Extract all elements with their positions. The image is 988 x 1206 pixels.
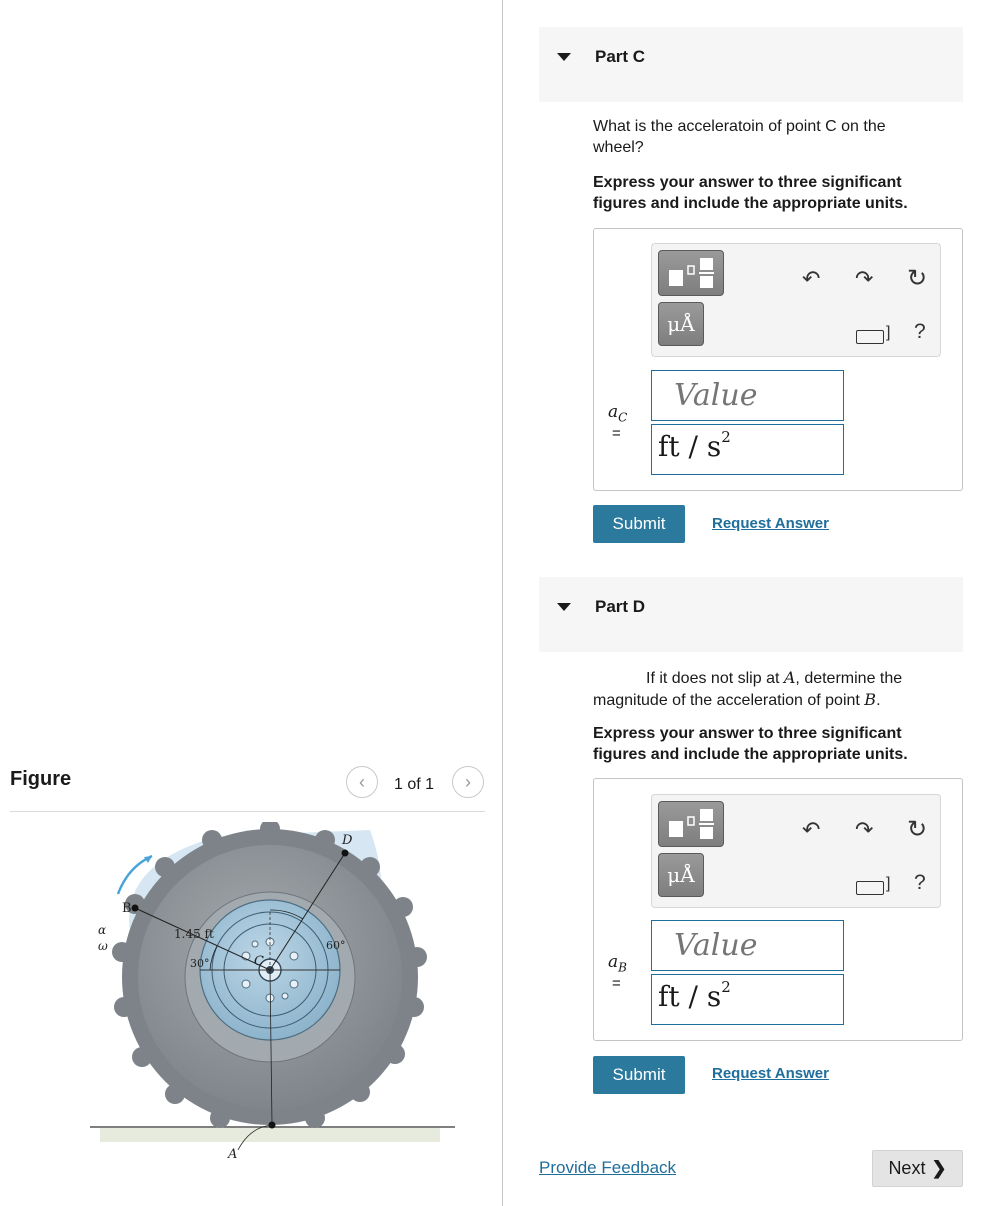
part-c-reset-icon[interactable]: ↻ xyxy=(907,265,928,292)
point-B xyxy=(132,905,139,912)
label-omega: ω xyxy=(98,939,108,953)
part-c-header[interactable] xyxy=(539,27,963,102)
part-c-request-answer-link[interactable]: Request Answer xyxy=(712,515,829,532)
part-c-value-input[interactable] xyxy=(651,370,844,421)
part-c-unit-exponent: 2 xyxy=(721,428,731,446)
part-c-units-button[interactable]: μÅ xyxy=(658,302,704,346)
figure-next-button[interactable] xyxy=(452,766,484,798)
part-c-math-toolbar xyxy=(651,243,941,357)
part-d-unit-text: ft / s xyxy=(658,980,722,1013)
caret-down-icon xyxy=(557,53,571,61)
label-C: C xyxy=(254,954,264,969)
label-A: A xyxy=(228,1147,238,1162)
part-d-math-toolbar xyxy=(651,794,941,908)
part-d-submit-button[interactable]: Submit xyxy=(593,1056,685,1094)
part-d-q-text-2: , determine the magnitude of the acceleration of point xyxy=(593,670,903,709)
part-d-value-input[interactable] xyxy=(651,920,844,971)
figure-header xyxy=(10,766,485,812)
part-d-header[interactable] xyxy=(539,577,963,652)
part-d-units-button[interactable]: μÅ xyxy=(658,853,704,897)
part-d-undo-icon[interactable]: ↶ xyxy=(802,817,821,842)
part-d-variable-label xyxy=(608,952,627,974)
label-angle-30: 30° xyxy=(190,957,210,970)
part-d-q-var-a: A xyxy=(783,668,796,687)
part-c-submit-button[interactable]: Submit xyxy=(593,505,685,543)
part-d-help-button[interactable]: ? xyxy=(914,871,926,894)
label-angle-60: 60° xyxy=(326,939,346,952)
part-d-title: Part D xyxy=(595,597,646,616)
part-d-q-text-1: If it does not slip at xyxy=(646,670,784,687)
part-c-unit-text: ft / s xyxy=(658,430,722,463)
part-c-question: What is the acceleratoin of point C on the wheel? xyxy=(593,118,886,156)
label-radius: 1.45 ft xyxy=(174,927,214,941)
part-c-template-button[interactable] xyxy=(658,250,724,296)
part-d-reset-icon[interactable]: ↻ xyxy=(907,816,928,843)
part-d-template-button[interactable] xyxy=(658,801,724,847)
part-c-answer-box xyxy=(593,228,963,491)
part-c-bracket-label: ] xyxy=(886,324,891,341)
part-c-redo-icon[interactable]: ↷ xyxy=(855,266,874,291)
chevron-right-icon: › xyxy=(465,771,471,792)
part-c-help-button[interactable]: ? xyxy=(914,320,926,343)
part-d-keyboard-icon[interactable] xyxy=(856,881,884,895)
part-d-bracket-label: ] xyxy=(886,875,891,892)
part-c-equals: = xyxy=(612,425,621,442)
provide-feedback-link[interactable]: Provide Feedback xyxy=(539,1158,677,1177)
point-D xyxy=(342,850,349,857)
part-d-equals: = xyxy=(612,975,621,992)
part-d-question xyxy=(593,667,938,711)
part-d-q-var-b: B xyxy=(864,690,877,709)
part-d-instruction: Express your answer to three significant figures and include the appropriate units. xyxy=(593,725,908,763)
label-D: D xyxy=(342,833,353,848)
caret-down-icon xyxy=(557,603,571,611)
next-button[interactable] xyxy=(872,1150,963,1187)
figure-page-counter: 1 of 1 xyxy=(394,776,435,793)
figure-image xyxy=(60,822,480,1206)
part-d-unit-field[interactable] xyxy=(651,974,844,1025)
part-d-redo-icon[interactable]: ↷ xyxy=(855,817,874,842)
figure-title: Figure xyxy=(10,768,72,790)
figure-prev-button[interactable] xyxy=(346,766,378,798)
chevron-right-icon: ❯ xyxy=(931,1158,947,1178)
part-c-var-symbol: a xyxy=(608,402,619,422)
part-d-q-text-3: . xyxy=(876,692,881,709)
chevron-left-icon: ‹ xyxy=(359,771,365,792)
part-c-var-sub: C xyxy=(618,410,628,425)
label-alpha: α xyxy=(98,923,107,937)
part-c-instruction: Express your answer to three significant figures and include the appropriate units. xyxy=(593,174,908,212)
part-d-request-answer-link[interactable]: Request Answer xyxy=(712,1065,829,1082)
label-B: B xyxy=(122,901,132,916)
next-label: Next xyxy=(888,1158,926,1178)
part-d-unit-exponent: 2 xyxy=(721,978,731,996)
part-d-var-symbol: a xyxy=(608,952,619,972)
part-d-var-sub: B xyxy=(618,960,627,975)
part-d-answer-box xyxy=(593,778,963,1041)
fraction-template-icon xyxy=(666,807,716,841)
part-c-title: Part C xyxy=(595,47,646,66)
pane-divider xyxy=(502,0,503,1206)
ground-shade xyxy=(100,1128,440,1142)
part-c-unit-field[interactable] xyxy=(651,424,844,475)
part-c-keyboard-icon[interactable] xyxy=(856,330,884,344)
part-c-variable-label xyxy=(608,402,627,424)
part-c-undo-icon[interactable]: ↶ xyxy=(802,266,821,291)
fraction-template-icon xyxy=(666,256,716,290)
